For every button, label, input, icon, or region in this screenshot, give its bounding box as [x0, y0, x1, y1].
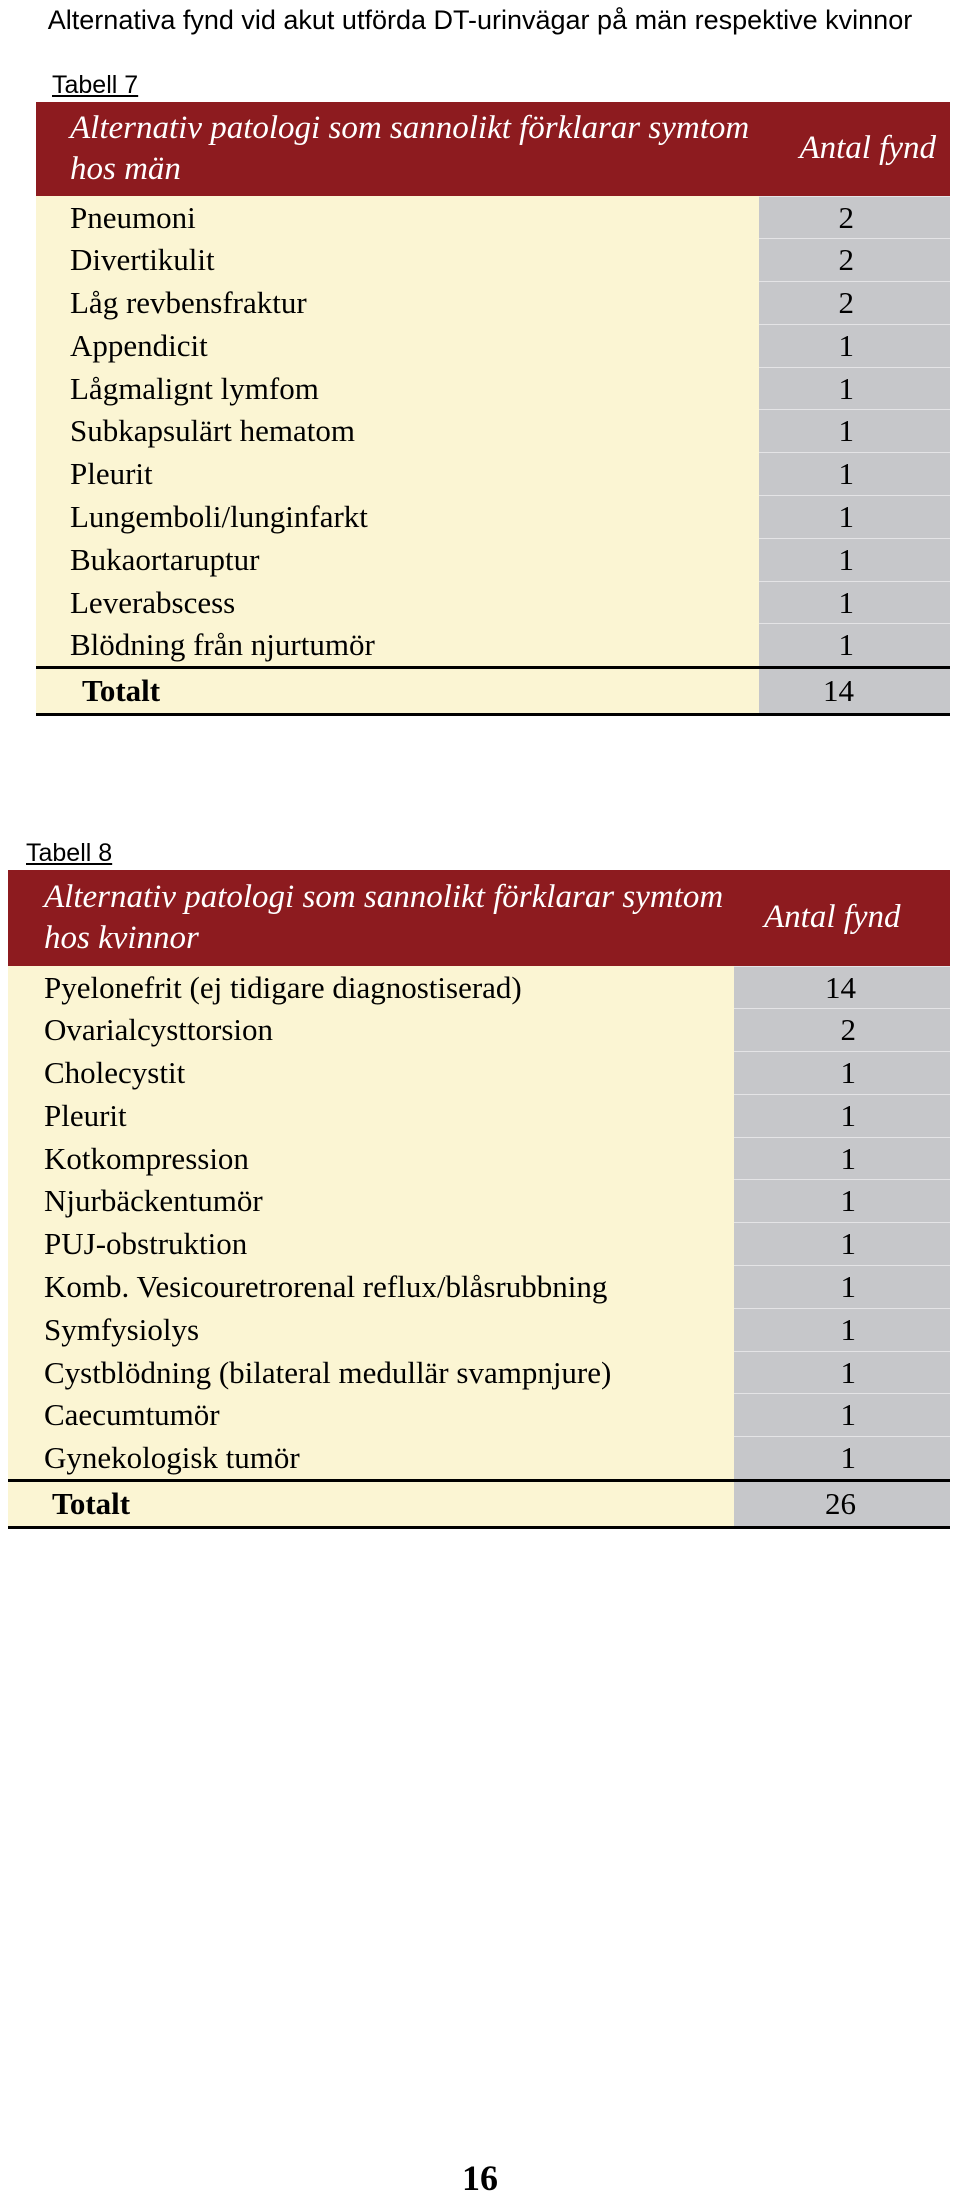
table-row [8, 966, 950, 1009]
row-label: Njurbäckentumör [8, 1180, 734, 1223]
table7-header-row [36, 102, 950, 196]
row-count: 1 [759, 324, 950, 367]
row-label: PUJ-obstruktion [8, 1223, 734, 1266]
row-count: 1 [734, 1351, 950, 1394]
row-label: Caecumtumör [8, 1394, 734, 1437]
table7-header-label: Alternativ patologi som sannolikt förklarar symtom hos män [36, 102, 759, 196]
row-label: Blödning från njurtumör [36, 624, 759, 668]
table7 [36, 102, 950, 716]
table7-total-label: Totalt [36, 668, 759, 715]
table8-body [8, 966, 950, 1481]
row-count: 1 [759, 367, 950, 410]
table7-total-row [36, 668, 950, 715]
row-count: 1 [759, 496, 950, 539]
table-row [36, 196, 950, 239]
table-row [8, 1180, 950, 1223]
table-row [8, 1308, 950, 1351]
row-count: 1 [734, 1437, 950, 1481]
row-label: Låg revbensfraktur [36, 282, 759, 325]
row-label: Pneumoni [36, 196, 759, 239]
page-number: 16 [462, 2158, 498, 2198]
row-label: Lågmalignt lymfom [36, 367, 759, 410]
row-count: 1 [759, 581, 950, 624]
row-label: Appendicit [36, 324, 759, 367]
row-label: Bukaortaruptur [36, 538, 759, 581]
table8-total-row [8, 1481, 950, 1528]
row-count: 1 [734, 1180, 950, 1223]
table8-caption: Tabell 8 [26, 839, 113, 867]
row-count: 14 [734, 966, 950, 1009]
row-count: 2 [759, 196, 950, 239]
row-label: Ovarialcysttorsion [8, 1009, 734, 1052]
table-row [8, 1094, 950, 1137]
table-row [8, 1223, 950, 1266]
row-count: 1 [759, 624, 950, 668]
row-count: 2 [759, 282, 950, 325]
row-count: 2 [734, 1009, 950, 1052]
table8-header-count: Antal fynd [734, 870, 950, 966]
row-label: Gynekologisk tumör [8, 1437, 734, 1481]
row-label: Leverabscess [36, 581, 759, 624]
row-count: 1 [734, 1052, 950, 1095]
table-row [36, 410, 950, 453]
table8 [8, 870, 950, 1529]
row-count: 1 [734, 1137, 950, 1180]
table8-header-row [8, 870, 950, 966]
table-row [8, 1394, 950, 1437]
table-row [36, 624, 950, 668]
row-label: Pyelonefrit (ej tidigare diagnostiserad) [8, 966, 734, 1009]
table-row [8, 1351, 950, 1394]
row-count: 1 [759, 453, 950, 496]
table7-caption: Tabell 7 [52, 71, 139, 99]
table8-total-count: 26 [734, 1481, 950, 1528]
table-row [36, 282, 950, 325]
table8-header-label: Alternativ patologi som sannolikt förklarar symtom hos kvinnor [8, 870, 734, 966]
page-header: Alternativa fynd vid akut utförda DT-urinvägar på män respektive kvinnor [47, 5, 913, 35]
row-label: Kotkompression [8, 1137, 734, 1180]
table-row [36, 324, 950, 367]
table-row [8, 1052, 950, 1095]
table8-total-label: Totalt [8, 1481, 734, 1528]
table-row [8, 1437, 950, 1481]
table-row [36, 239, 950, 282]
table-row [36, 453, 950, 496]
table7-total-count: 14 [759, 668, 950, 715]
row-count: 1 [734, 1223, 950, 1266]
row-label: Divertikulit [36, 239, 759, 282]
row-count: 2 [759, 239, 950, 282]
row-count: 1 [759, 538, 950, 581]
row-label: Symfysiolys [8, 1308, 734, 1351]
row-count: 1 [734, 1308, 950, 1351]
row-count: 1 [759, 410, 950, 453]
table-row [36, 367, 950, 410]
row-label: Cystblödning (bilateral medullär svampnjure) [8, 1351, 734, 1394]
table-row [8, 1137, 950, 1180]
table-row [36, 538, 950, 581]
row-count: 1 [734, 1094, 950, 1137]
row-label: Pleurit [36, 453, 759, 496]
row-label: Subkapsulärt hematom [36, 410, 759, 453]
table7-header-count: Antal fynd [759, 102, 950, 196]
row-label: Lungemboli/lunginfarkt [36, 496, 759, 539]
row-count: 1 [734, 1266, 950, 1309]
row-label: Pleurit [8, 1094, 734, 1137]
row-label: Cholecystit [8, 1052, 734, 1095]
row-count: 1 [734, 1394, 950, 1437]
table7-body [36, 196, 950, 668]
table-row [36, 581, 950, 624]
table-row [8, 1009, 950, 1052]
row-label: Komb. Vesicouretrorenal reflux/blåsrubbning [8, 1266, 734, 1309]
table-row [36, 496, 950, 539]
table-row [8, 1266, 950, 1309]
